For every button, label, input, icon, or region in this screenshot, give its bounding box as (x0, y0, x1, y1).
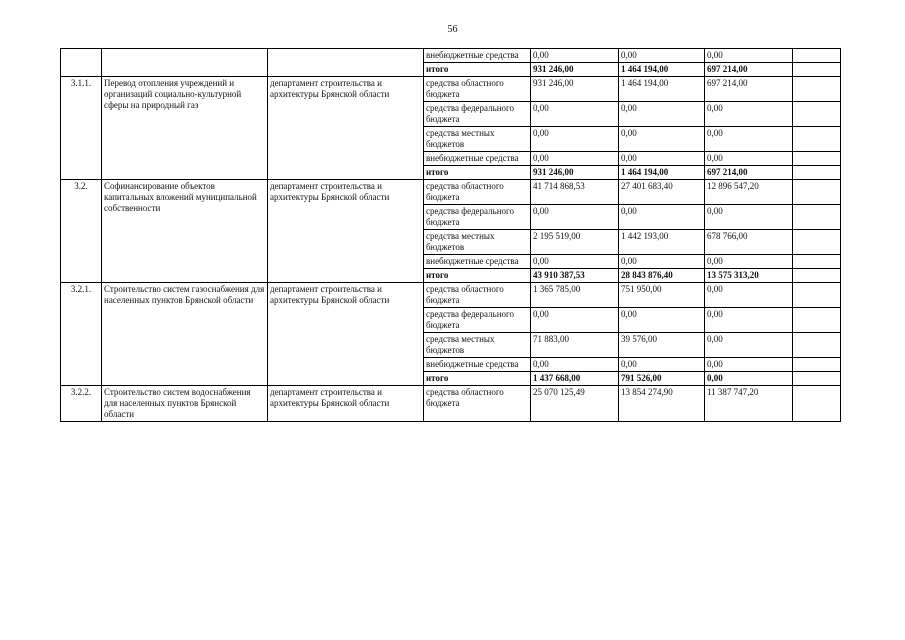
source-cell: итого (424, 269, 531, 283)
item-name-cell: Строительство систем газоснабжения для населенных пунктов Брянской области (102, 283, 268, 386)
table-row (61, 283, 841, 308)
extra-cell (793, 230, 841, 255)
value-cell: 931 246,00 (531, 63, 619, 77)
value-cell: 697 214,00 (705, 63, 793, 77)
executor-cell: департамент строительства и архитектуры Брянской области (268, 77, 424, 180)
value-cell: 678 766,00 (705, 230, 793, 255)
value-cell: 0,00 (531, 308, 619, 333)
value-cell: 43 910 387,53 (531, 269, 619, 283)
extra-cell (793, 333, 841, 358)
value-cell: 13 854 274,90 (619, 386, 705, 422)
value-cell: 0,00 (705, 152, 793, 166)
extra-cell (793, 386, 841, 422)
value-cell: 2 195 519,00 (531, 230, 619, 255)
value-cell: 12 896 547,20 (705, 180, 793, 205)
value-cell: 0,00 (619, 255, 705, 269)
value-cell: 0,00 (531, 205, 619, 230)
budget-table (60, 48, 841, 422)
value-cell: 0,00 (705, 127, 793, 152)
value-cell: 0,00 (705, 205, 793, 230)
value-cell: 0,00 (619, 49, 705, 63)
extra-cell (793, 63, 841, 77)
extra-cell (793, 283, 841, 308)
source-cell: итого (424, 63, 531, 77)
value-cell: 0,00 (619, 308, 705, 333)
source-cell: средства местных бюджетов (424, 127, 531, 152)
extra-cell (793, 180, 841, 205)
item-name-cell: Софинансирование объектов капитальных вложений муниципальной собственности (102, 180, 268, 283)
item-name-cell: Перевод отопления учреждений и организаций социально-культурной сферы на природный газ (102, 77, 268, 180)
source-cell: средства областного бюджета (424, 283, 531, 308)
source-cell: средства федерального бюджета (424, 205, 531, 230)
value-cell: 0,00 (531, 358, 619, 372)
table-row (61, 180, 841, 205)
value-cell: 697 214,00 (705, 77, 793, 102)
value-cell: 931 246,00 (531, 77, 619, 102)
budget-table-body (61, 49, 841, 422)
extra-cell (793, 255, 841, 269)
value-cell: 0,00 (705, 283, 793, 308)
extra-cell (793, 205, 841, 230)
source-cell: средства местных бюджетов (424, 333, 531, 358)
item-number-cell: 3.2.1. (61, 283, 102, 386)
value-cell: 0,00 (531, 102, 619, 127)
value-cell: 0,00 (619, 102, 705, 127)
source-cell: внебюджетные средства (424, 358, 531, 372)
source-cell: средства федерального бюджета (424, 308, 531, 333)
item-number-cell: 3.2.2. (61, 386, 102, 422)
extra-cell (793, 308, 841, 333)
value-cell: 1 437 668,00 (531, 372, 619, 386)
source-cell: средства областного бюджета (424, 180, 531, 205)
executor-cell: департамент строительства и архитектуры Брянской области (268, 180, 424, 283)
value-cell: 27 401 683,40 (619, 180, 705, 205)
value-cell: 0,00 (705, 358, 793, 372)
source-cell: средства областного бюджета (424, 386, 531, 422)
extra-cell (793, 166, 841, 180)
table-row (61, 49, 841, 63)
table-row (61, 77, 841, 102)
source-cell: средства местных бюджетов (424, 230, 531, 255)
source-cell: внебюджетные средства (424, 49, 531, 63)
value-cell: 0,00 (531, 49, 619, 63)
value-cell: 791 526,00 (619, 372, 705, 386)
value-cell: 751 950,00 (619, 283, 705, 308)
value-cell: 0,00 (705, 308, 793, 333)
item-name-cell (102, 49, 268, 77)
value-cell: 0,00 (531, 255, 619, 269)
value-cell: 0,00 (705, 255, 793, 269)
value-cell: 0,00 (705, 333, 793, 358)
value-cell: 0,00 (619, 358, 705, 372)
extra-cell (793, 152, 841, 166)
extra-cell (793, 49, 841, 63)
value-cell: 1 464 194,00 (619, 77, 705, 102)
value-cell: 1 464 194,00 (619, 166, 705, 180)
value-cell: 0,00 (619, 205, 705, 230)
source-cell: итого (424, 166, 531, 180)
extra-cell (793, 77, 841, 102)
source-cell: средства федерального бюджета (424, 102, 531, 127)
value-cell: 931 246,00 (531, 166, 619, 180)
value-cell: 1 365 785,00 (531, 283, 619, 308)
value-cell: 1 464 194,00 (619, 63, 705, 77)
page-number: 56 (447, 24, 458, 35)
value-cell: 28 843 876,40 (619, 269, 705, 283)
executor-cell: департамент строительства и архитектуры Брянской области (268, 283, 424, 386)
value-cell: 697 214,00 (705, 166, 793, 180)
value-cell: 0,00 (531, 152, 619, 166)
value-cell: 0,00 (531, 127, 619, 152)
value-cell: 13 575 313,20 (705, 269, 793, 283)
value-cell: 25 070 125,49 (531, 386, 619, 422)
source-cell: внебюджетные средства (424, 152, 531, 166)
extra-cell (793, 269, 841, 283)
source-cell: внебюджетные средства (424, 255, 531, 269)
value-cell: 0,00 (619, 127, 705, 152)
executor-cell (268, 49, 424, 77)
value-cell: 11 387 747,20 (705, 386, 793, 422)
extra-cell (793, 127, 841, 152)
item-number-cell: 3.2. (61, 180, 102, 283)
executor-cell: департамент строительства и архитектуры Брянской области (268, 386, 424, 422)
value-cell: 0,00 (705, 372, 793, 386)
value-cell: 0,00 (705, 102, 793, 127)
value-cell: 39 576,00 (619, 333, 705, 358)
table-row (61, 386, 841, 422)
value-cell: 1 442 193,00 (619, 230, 705, 255)
value-cell: 0,00 (705, 49, 793, 63)
extra-cell (793, 358, 841, 372)
value-cell: 71 883,00 (531, 333, 619, 358)
item-number-cell (61, 49, 102, 77)
item-name-cell: Строительство систем водоснабжения для населенных пунктов Брянской области (102, 386, 268, 422)
extra-cell (793, 372, 841, 386)
source-cell: средства областного бюджета (424, 77, 531, 102)
source-cell: итого (424, 372, 531, 386)
value-cell: 41 714 868,53 (531, 180, 619, 205)
value-cell: 0,00 (619, 152, 705, 166)
extra-cell (793, 102, 841, 127)
item-number-cell: 3.1.1. (61, 77, 102, 180)
